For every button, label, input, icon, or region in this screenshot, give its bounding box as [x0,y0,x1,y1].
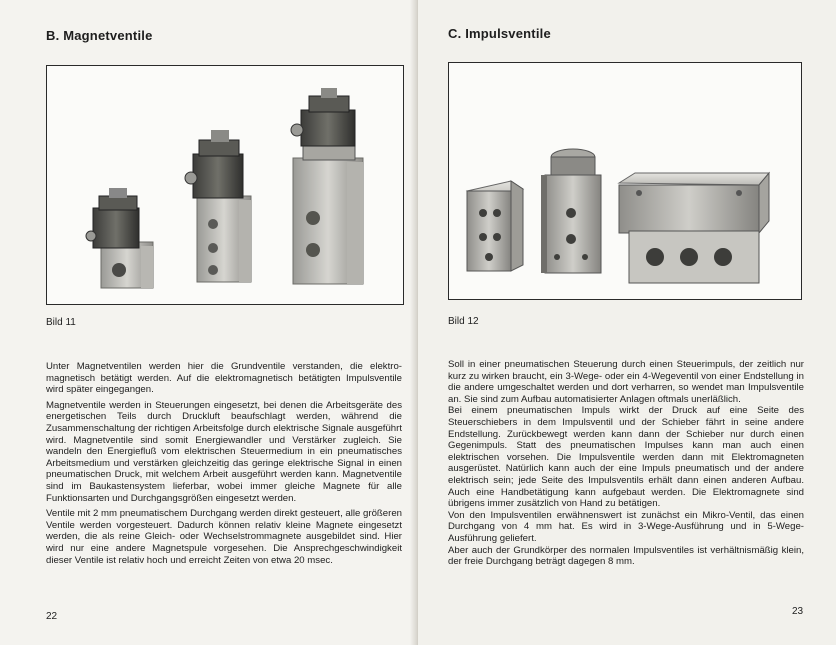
figure-caption-bild-12: Bild 12 [448,316,479,327]
page-number-left: 22 [46,611,58,622]
figure-photo-impulse-valves [448,62,802,300]
impulse-valves-photo-icon [449,63,801,299]
micro-impulse-valve [467,181,523,271]
page-number-right: 23 [792,606,804,617]
left-paragraph: Unter Magnetventilen werden hier die Grundventile verstanden, die elektro-magnetisch betätigt werden. Auf die elektromagnetisch betätigten Impulsventile wird später eingegangen. [46,361,402,396]
figure-photo-solenoid-valves [46,65,404,305]
figure-caption-bild-11: Bild 11 [46,317,76,328]
standard-impulse-valve [541,149,601,273]
large-solenoid-valve [291,88,363,284]
right-paragraph: Aber auch der Grundkörper des normalen Impulsventiles ist verhältnismäßig klein, der freie Durchgang beträgt dagegen 8 mm. [448,544,804,568]
right-page [418,0,836,645]
left-paragraph: Magnetventile werden in Steuerungen eingesetzt, bei denen die Arbeitsgeräte des energetischen Teils durch Druckluft beaufschlagt werden, während die Zusammenschaltung der richtigen Arbeitsfolge durch elektrische Signale ausgeführt wird. Magnetventile sind somit Energiewandler und Verstärker zugleich. Sie wandeln den Energiefluß vom elektrischen Steuermedium in ein pneumatisches Arbeitsmedium und verstärken gleichzeitig das geringe elektrische Signal in einen pneumatischen Druck, mit welchem Arbeit ausgeführt werden kann. Magnetventile sind im Baukastensystem lieferbar, wobei immer gleiche Magnete für alle Funktionsarten und Durchgangsgrößen eingesetzt werden. [46,399,402,504]
left-body-text [46,361,402,570]
solenoid-valves-photo-icon [47,66,403,304]
small-solenoid-valve [86,188,153,288]
right-paragraph: Bei einem pneumatischen Impuls wirkt der Druck auf eine Seite des Steuerschiebers in dem Impulsventil und der Schieber fährt in seine andere Endstellung. Zurückbewegt werden kann dann der Schieber nur durch einen Gegenimpuls. Statt des pneumatischen Impulses kann man auch einen elektrischen vorsehen. Die Impulsventile werden dann mit Elektromagneten ausgerüstet. Natürlich kann auch der eine Impuls pneumatisch und der andere elektrisch sein; jede Seite des Impulsventils erhält dann einen anderen Aufbau. Auch eine Handbetätigung kann aufgebaut werden. Die Elektromagnete sind übrigens immer zusätzlich von Hand zu betätigen. [448,405,804,510]
right-paragraph: Von den Impulsventilen erwähnenswert ist zunächst ein Mikro-Ventil, das einen Durchgang von 4 mm hat. Es wird in 3-Wege-Ausführung und in 5-Wege-Ausführung geliefert. [448,509,804,544]
left-paragraph: Ventile mit 2 mm pneumatischem Durchgang werden direkt gesteuert, alle größeren Ventile werden vorgesteuert. Dadurch können relativ kleine Magnete eingesetzt werden, die als reine Gleich- oder Wechselstrommagnete ausgebildet sind. Hier wird nur eine andere Magnetspule vorgesehen. Die Ansprechgeschwindigkeit dieser Ventile ist relativ hoch und erreicht Zeiten von etwa 20 msec. [46,508,402,566]
right-body-text [448,359,804,568]
right-paragraph: Soll in einer pneumatischen Steuerung durch einen Steuerimpuls, der zeitlich nur kurz zu wirken braucht, ein 3-Wege- oder ein 4-Wegeventil von einer Endstellung in die andere umgeschaltet werden und dort verharren, so wendet man Impulsventile an. Sie sind zum Aufbau automatisierter Anlagen oftmals unerläßlich. [448,359,804,405]
section-heading-magnetventile: B. Magnetventile [46,28,153,43]
medium-solenoid-valve [185,130,251,282]
section-heading-impulsventile: C. Impulsventile [448,26,551,41]
large-impulse-valve [619,173,769,283]
